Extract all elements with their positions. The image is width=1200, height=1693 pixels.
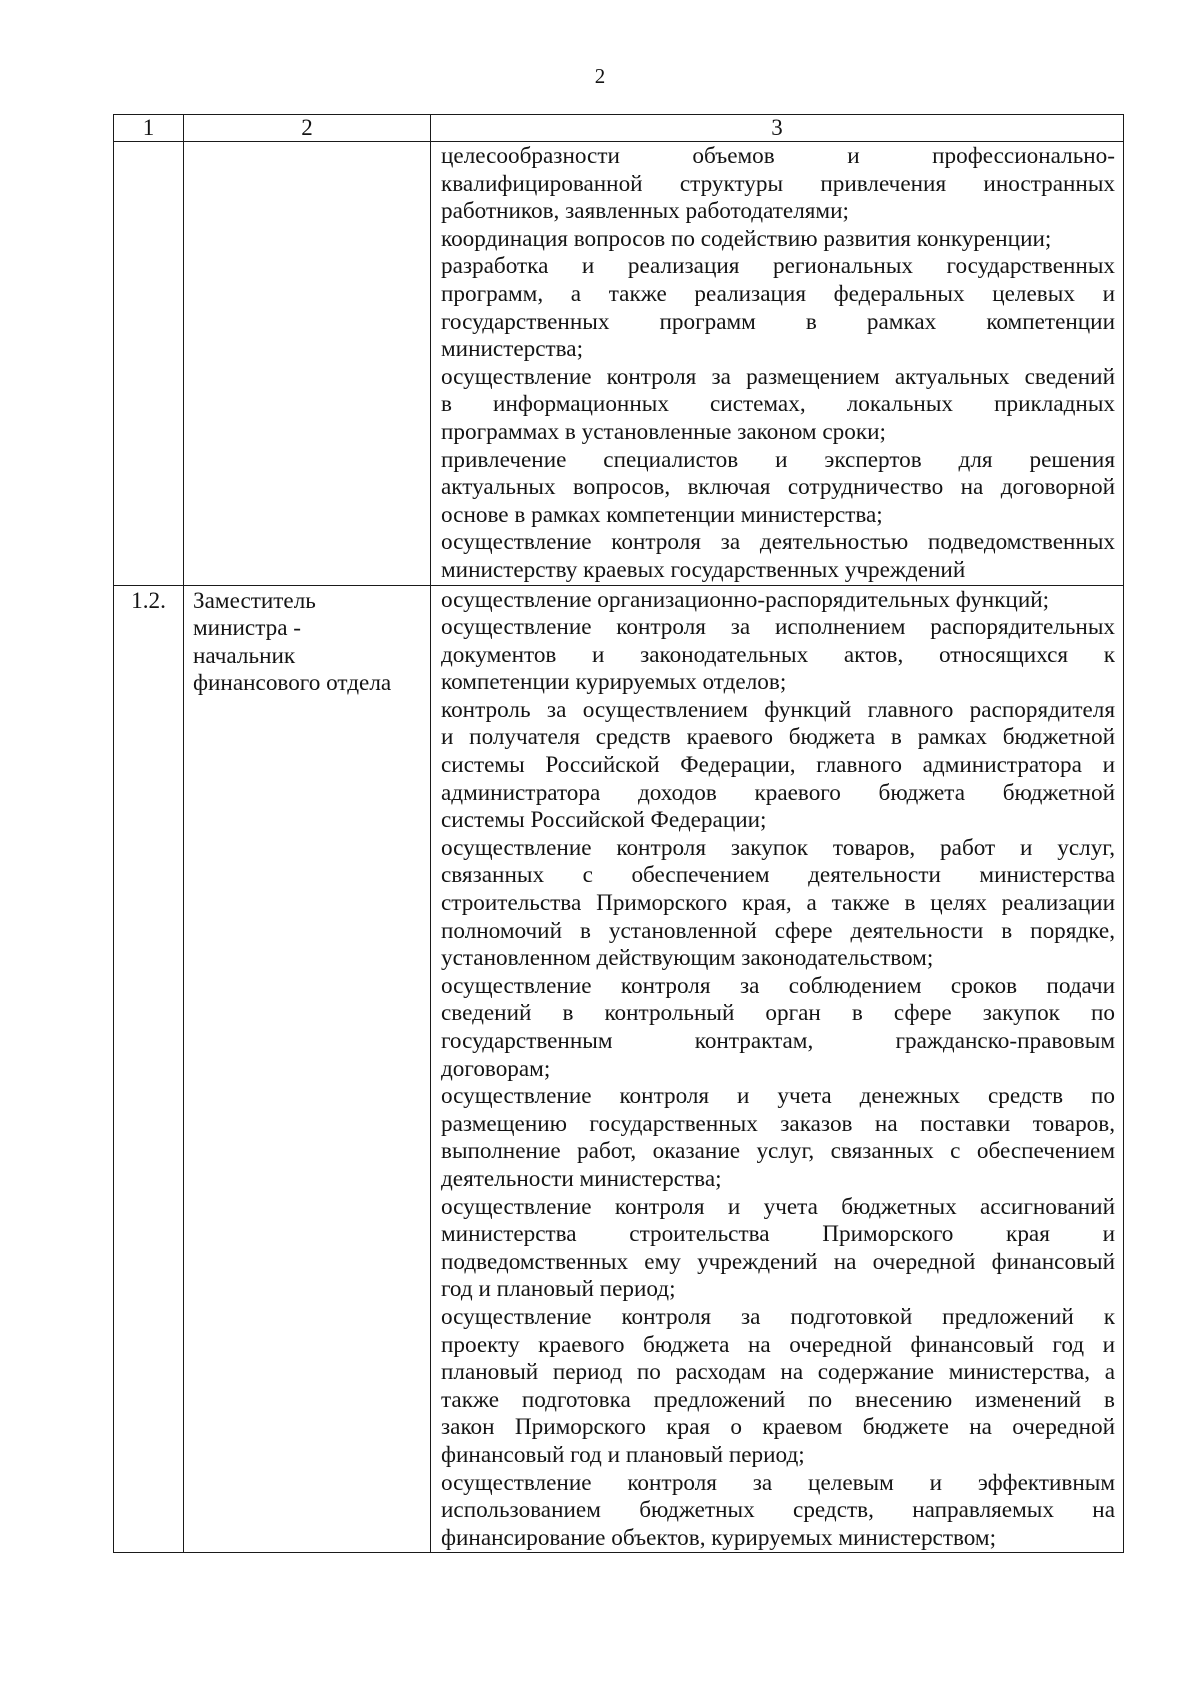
duty-line: осуществление контроля за соблюдением сроков подачи: [441, 972, 1115, 999]
column-header-position: 2: [184, 115, 431, 142]
duty-line: программах в установленные законом сроки;: [441, 418, 886, 445]
duty-line: актуальных вопросов, включая сотрудничество на договорной: [441, 474, 1115, 501]
duty-line: договорам;: [441, 1055, 551, 1082]
table-header-row: [114, 115, 1124, 142]
duty-line: финансирование объектов, курируемых министерством;: [441, 1524, 997, 1551]
duty-line: установленном действующим законодательством;: [441, 945, 934, 972]
duty-line: государственным контрактам, гражданско-правовым: [441, 1028, 1115, 1054]
position-line: Заместитель: [193, 587, 316, 614]
duty-line: осуществление организационно-распорядительных функций;: [441, 586, 1050, 613]
duty-line: в информационных системах, локальных прикладных: [441, 391, 1115, 418]
duty-line: контроль за осуществлением функций главного распорядителя: [441, 696, 1115, 723]
duty-line: документов и законодательных актов, относящихся к: [441, 641, 1115, 668]
duty-line: министерства;: [441, 336, 584, 363]
duty-line: системы Российской Федерации;: [441, 807, 767, 834]
duties-table: [113, 114, 1124, 1553]
duty-line: плановый период по расходам на содержание министерства, а: [441, 1359, 1115, 1386]
duty-line: год и плановый период;: [441, 1276, 676, 1303]
duty-line: осуществление контроля и учета бюджетных ассигнований: [441, 1193, 1115, 1220]
duty-line: связанных с обеспечением деятельности министерства: [441, 862, 1115, 889]
duty-line: осуществление контроля за подготовкой предложений к: [441, 1303, 1115, 1330]
column-header-duties: 3: [431, 115, 1124, 142]
duty-line: целесообразности объемов и профессионально-: [441, 143, 1115, 169]
duty-line: осуществление контроля за целевым и эффективным: [441, 1469, 1115, 1496]
duty-line: осуществление контроля за размещением актуальных сведений: [441, 363, 1115, 390]
duty-line: осуществление контроля за деятельностью подведомственных: [441, 529, 1115, 556]
row-number-cell: [114, 142, 184, 586]
duty-line: разработка и реализация региональных государственных: [441, 253, 1115, 280]
duty-line: работников, заявленных работодателями;: [441, 198, 849, 225]
table-row: [114, 585, 1124, 1553]
duty-line: и получателя средств краевого бюджета в рамках бюджетной: [441, 724, 1115, 751]
duty-line: программ, а также реализация федеральных целевых и: [441, 280, 1115, 307]
duty-line: привлечение специалистов и экспертов для решения: [441, 446, 1115, 473]
page-number: 2: [594, 64, 606, 88]
duty-line: полномочий в установленной сфере деятельности в порядке,: [441, 917, 1115, 944]
position-cell: [184, 585, 431, 1553]
duty-line: строительства Приморского края, а также в целях реализации: [441, 890, 1115, 917]
table-row: [114, 142, 1124, 586]
duty-line: координация вопросов по содействию развития конкуренции;: [441, 225, 1052, 252]
duty-line: государственных программ в рамках компетенции: [441, 308, 1115, 335]
position-line: финансового отдела: [193, 670, 392, 697]
position-cell: [184, 142, 431, 586]
duty-line: выполнение работ, оказание услуг, связанных с обеспечением: [441, 1138, 1115, 1165]
duties-cell: [431, 585, 1124, 1553]
row-number-cell: 1.2.: [114, 585, 184, 1553]
duty-line: квалифицированной структуры привлечения иностранных: [441, 170, 1115, 197]
duty-line: министерству краевых государственных учреждений: [441, 556, 966, 583]
duty-line: осуществление контроля закупок товаров, работ и услуг,: [441, 834, 1115, 861]
position-line: начальник: [193, 642, 296, 669]
duties-cell: [431, 142, 1124, 586]
duty-line: министерства строительства Приморского края и: [441, 1221, 1115, 1248]
duty-line: сведений в контрольный орган в сфере закупок по: [441, 1000, 1115, 1027]
duty-line: основе в рамках компетенции министерства;: [441, 501, 883, 528]
duty-line: закон Приморского края о краевом бюджете на очередной: [441, 1414, 1115, 1441]
duty-line: также подготовка предложений по внесению изменений в: [441, 1386, 1115, 1413]
duty-line: компетенции курируемых отделов;: [441, 669, 787, 696]
duty-line: администратора доходов краевого бюджета бюджетной: [441, 779, 1115, 806]
duty-line: использованием бюджетных средств, направляемых на: [441, 1497, 1115, 1524]
duty-line: осуществление контроля и учета денежных средств по: [441, 1083, 1115, 1110]
column-header-number: 1: [114, 115, 184, 142]
duty-line: проекту краевого бюджета на очередной финансовый год и: [441, 1331, 1115, 1358]
duty-line: деятельности министерства;: [441, 1165, 722, 1192]
duty-line: осуществление контроля за исполнением распорядительных: [441, 614, 1115, 641]
duty-line: системы Российской Федерации, главного администратора и: [441, 752, 1115, 779]
duty-line: финансовый год и плановый период;: [441, 1441, 805, 1468]
duty-line: подведомственных ему учреждений на очередной финансовый: [441, 1248, 1115, 1275]
position-line: министра -: [193, 615, 302, 642]
duty-line: размещению государственных заказов на поставки товаров,: [441, 1110, 1115, 1137]
